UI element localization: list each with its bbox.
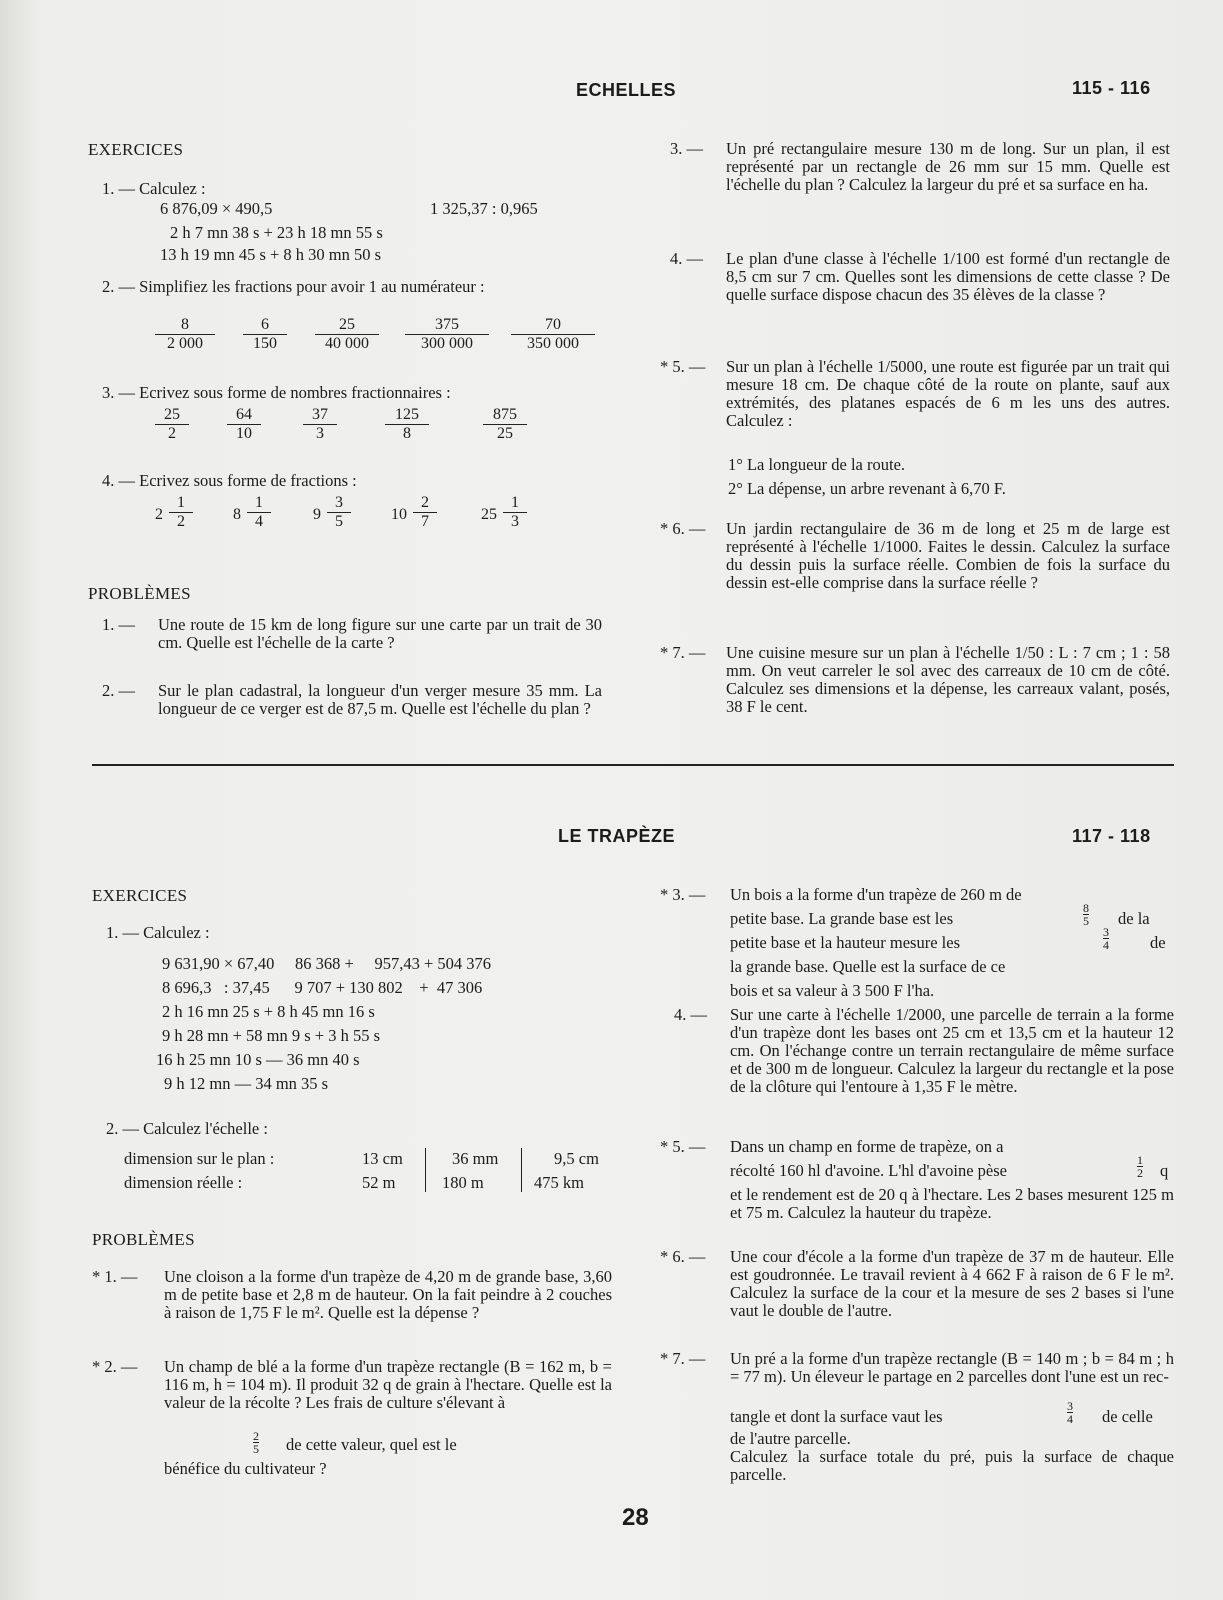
exercise-line: 13 h 19 mn 45 s + 8 h 30 mn 50 s [160, 245, 382, 264]
problem-text: Sur le plan cadastral, la longueur d'un verger mesure 35 mm. La longueur de ce verger est de 87,5 m. Quelle est l'échelle du plan ? [158, 681, 602, 718]
problem-text: Une cuisine mesure sur un plan à l'échelle 1/50 : L : 7 cm ; 1 : 58 mm. On veut carreler le sol avec des carreaux de 10 cm de côté. Calculez ses dimensions et la dépense, les carreaux valant, posés, 38 F le cent. [726, 643, 1170, 716]
exercise-4-text: 4. — Ecrivez sous forme de fractions : [102, 471, 357, 490]
page-number: 28 [622, 1504, 649, 1531]
problem-3-line: petite base. La grande base est les [730, 909, 954, 928]
problemes-heading: PROBLÈMES [88, 584, 191, 603]
fraction: $\frac{25}{40 000}$ [315, 316, 379, 353]
ex3-fractions [155, 406, 605, 456]
table-row1-label: dimension sur le plan : [124, 1149, 275, 1168]
table-separator [425, 1148, 426, 1192]
fraction: $\frac{2}{5}$ [253, 1429, 259, 1456]
p2-fraction [250, 1430, 262, 1455]
section-title-trapeze: LE TRAPÈZE [558, 826, 676, 846]
problem-5-line: Dans un champ en forme de trapèze, on a [730, 1137, 1004, 1156]
problem-3-line: petite base et la hauteur mesure les [730, 933, 960, 952]
exercise-1-label: 1. — Calculez : [106, 923, 210, 942]
problem-5-line: récolté 160 hl d'avoine. L'hl d'avoine pèse [730, 1161, 1007, 1180]
table-cell: 180 m [442, 1173, 484, 1192]
fraction: $\frac{25}{2}$ [155, 406, 189, 443]
table-cell: 13 cm [362, 1149, 403, 1168]
problem-number: * 7. — [660, 1349, 706, 1368]
exercise-line: 2 h 7 mn 38 s + 23 h 18 mn 55 s [170, 223, 383, 242]
page-range-top: 115 - 116 [1072, 78, 1151, 98]
problemes-heading: PROBLÈMES [92, 1230, 195, 1249]
section-title-echelles: ECHELLES [576, 80, 677, 100]
problem-text: Sur une carte à l'échelle 1/2000, une parcelle de terrain a la forme d'un trapèze dont les bases ont 25 cm et 13,5 cm et la hauteur 12 cm. On l'échange contre un terrain rectangulaire de même surface et de 300 m de longueur. Calculez la largeur du rectangle et la pose de la clôture qui l'entoure à 1,35 F le mètre. [730, 1005, 1174, 1096]
problem-7-line: tangle et dont la surface vaut les [730, 1407, 943, 1426]
exercise-row: 9 h 12 mn — 34 mn 35 s [164, 1074, 329, 1093]
table-cell: 475 km [534, 1173, 584, 1192]
ex2-fractions [155, 316, 605, 366]
fraction: $\frac{375}{300 000}$ [405, 316, 489, 353]
exercise-row: 9 h 28 mn + 58 mn 9 s + 3 h 55 s [162, 1026, 380, 1045]
problem-text: Un pré rectangulaire mesure 130 m de long. Sur un plan, il est représenté par un rectangle de 26 mm sur 15 mm. Quelle est l'échelle du plan ? Calculez la largeur du pré et sa surface en ha. [726, 139, 1170, 194]
problem-2-end: bénéfice du cultivateur ? [164, 1459, 327, 1478]
problem-text: Le plan d'une classe à l'échelle 1/100 est formé d'un rectangle de 8,5 cm sur 7 cm. Quelles sont les dimensions de cette classe ? De quelle surface dispose chacun des 35 élèves de la classe ? [726, 249, 1170, 304]
problem-number: * 3. — [660, 885, 706, 904]
problem-5-line: q [1160, 1161, 1169, 1180]
problem-text: Un pré a la forme d'un trapèze rectangle (B = 140 m ; b = 84 m ; h = 77 m). Un éleveur le partage en 2 parcelles dont l'une est un rec- [730, 1349, 1174, 1386]
problem-number: * 6. — [660, 1247, 706, 1266]
p3-fraction-2 [1100, 926, 1112, 951]
exercise-row: 9 631,90 × 67,40 86 368 + 957,43 + 504 376 [162, 954, 492, 973]
fraction: $\frac{1}{2}$ [169, 494, 193, 531]
problem-number: 2. — [102, 681, 135, 700]
problem-text: Sur un plan à l'échelle 1/5000, une route est figurée par un trait qui mesure 18 cm. De chaque côté de la route on plante, sauf aux extrémités, des platanes espacés de 6 m les uns des autres. Calculez : [726, 357, 1170, 430]
ex4-mixed-numbers [155, 494, 605, 544]
table-cell: 9,5 cm [554, 1149, 599, 1168]
whole-part: 9 [313, 506, 321, 523]
fraction: $\frac{3}{4}$ [1067, 1399, 1073, 1426]
exercices-heading: EXERCICES [92, 886, 188, 905]
problem-number: * 7. — [660, 643, 706, 662]
page-range-bottom: 117 - 118 [1072, 826, 1151, 846]
exercices-heading: EXERCICES [88, 140, 184, 159]
fraction: $\frac{8}{5}$ [1083, 901, 1089, 928]
exercise-line: 6 876,09 × 490,5 [160, 199, 273, 218]
problem-text: Une cour d'école a la forme d'un trapèze de 37 m de hauteur. Elle est goudronnée. Le travail revient à 4 662 F à raison de 6 F le m². Calculez la surface de la cour et la mesure de ses 2 bases si l'une vaut le double de l'autre. [730, 1247, 1174, 1320]
problem-number: 3. — [670, 139, 703, 158]
table-row2-label: dimension réelle : [124, 1173, 243, 1192]
problem-number: * 1. — [92, 1267, 138, 1286]
fraction: $\frac{2}{7}$ [413, 494, 437, 531]
fraction: $\frac{37}{3}$ [303, 406, 337, 443]
problem-2-cont: de cette valeur, quel est le [286, 1435, 457, 1454]
problem-3-line: bois et sa valeur à 3 500 F l'ha. [730, 981, 935, 1000]
exercise-1-label: 1. — Calculez : [102, 179, 206, 198]
p5-fraction [1134, 1154, 1146, 1179]
fraction: $\frac{8}{2 000}$ [155, 316, 215, 353]
problem-5-item-a: 1° La longueur de la route. [728, 455, 906, 474]
fraction: $\frac{125}{8}$ [385, 406, 429, 443]
problem-number: 4. — [670, 249, 703, 268]
table-cell: 52 m [362, 1173, 396, 1192]
exercise-row: 2 h 16 mn 25 s + 8 h 45 mn 16 s [162, 1002, 375, 1021]
problem-number: * 5. — [660, 357, 706, 376]
exercise-3-text: 3. — Ecrivez sous forme de nombres fractionnaires : [102, 383, 451, 402]
problem-5-item-b: 2° La dépense, un arbre revenant à 6,70 F. [728, 479, 1006, 498]
problem-3-line: de [1150, 933, 1166, 952]
problem-5-rest: et le rendement est de 20 q à l'hectare. Les 2 bases mesurent 125 m et 75 m. Calculez la hauteur du trapèze. [730, 1185, 1174, 1222]
whole-part: 10 [391, 506, 407, 523]
fraction: $\frac{1}{3}$ [503, 494, 527, 531]
problem-3-line: la grande base. Quelle est la surface de ce [730, 957, 1006, 976]
exercise-row: 16 h 25 mn 10 s — 36 mn 40 s [156, 1050, 360, 1069]
exercise-line: 1 325,37 : 0,965 [430, 199, 538, 218]
problem-number: 1. — [102, 615, 135, 634]
exercise-2-label: 2. — Calculez l'échelle : [106, 1119, 268, 1138]
problem-number: 4. — [674, 1005, 707, 1024]
fraction: $\frac{3}{4}$ [1103, 925, 1109, 952]
p7-fraction [1064, 1400, 1076, 1425]
problem-number: * 6. — [660, 519, 706, 538]
problem-3-line: de la [1118, 909, 1150, 928]
table-separator [521, 1148, 522, 1192]
problem-7-line: Calculez la surface totale du pré, puis la surface de chaque parcelle. [730, 1447, 1174, 1484]
problem-number: * 5. — [660, 1137, 706, 1156]
fraction: $\frac{3}{5}$ [327, 494, 351, 531]
fraction: $\frac{70}{350 000}$ [511, 316, 595, 353]
fraction: $\frac{1}{4}$ [247, 494, 271, 531]
whole-part: 2 [155, 506, 163, 523]
problem-text: Un jardin rectangulaire de 36 m de long et 25 m de large est représenté à l'échelle 1/1000. Faites le dessin. Calculez la surface du dessin puis la surface réelle. Combien de fois la surface du dessin est-elle comprise dans la surface réelle ? [726, 519, 1170, 592]
problem-7-line: de celle [1102, 1407, 1153, 1426]
whole-part: 25 [481, 506, 497, 523]
problem-text: Une cloison a la forme d'un trapèze de 4,20 m de grande base, 3,60 m de petite base et 2,8 m de hauteur. On la fait peindre à 2 couches à raison de 1,75 F le m². Quelle est la dépense ? [164, 1267, 612, 1322]
section-divider [92, 764, 1174, 766]
fraction: $\frac{875}{25}$ [483, 406, 527, 443]
fraction: $\frac{64}{10}$ [227, 406, 261, 443]
problem-7-line: de l'autre parcelle. [730, 1429, 851, 1448]
exercise-2-text: 2. — Simplifiez les fractions pour avoir 1 au numérateur : [102, 277, 485, 296]
problem-number: * 2. — [92, 1357, 138, 1376]
exercise-row: 8 696,3 : 37,45 9 707 + 130 802 + 47 306 [162, 978, 483, 997]
fraction: $\frac{6}{150}$ [243, 316, 287, 353]
fraction: $\frac{1}{2}$ [1137, 1153, 1143, 1180]
table-cell: 36 mm [452, 1149, 499, 1168]
problem-3-line: Un bois a la forme d'un trapèze de 260 m de [730, 885, 1022, 904]
whole-part: 8 [233, 506, 241, 523]
problem-text: Un champ de blé a la forme d'un trapèze rectangle (B = 162 m, b = 116 m, h = 104 m). Il produit 32 q de grain à l'hectare. Quelle est la valeur de la récolte ? Les frais de culture s'élevant à [164, 1357, 612, 1412]
problem-text: Une route de 15 km de long figure sur une carte par un trait de 30 cm. Quelle est l'échelle de la carte ? [158, 615, 602, 652]
p3-fraction-1 [1080, 902, 1092, 927]
